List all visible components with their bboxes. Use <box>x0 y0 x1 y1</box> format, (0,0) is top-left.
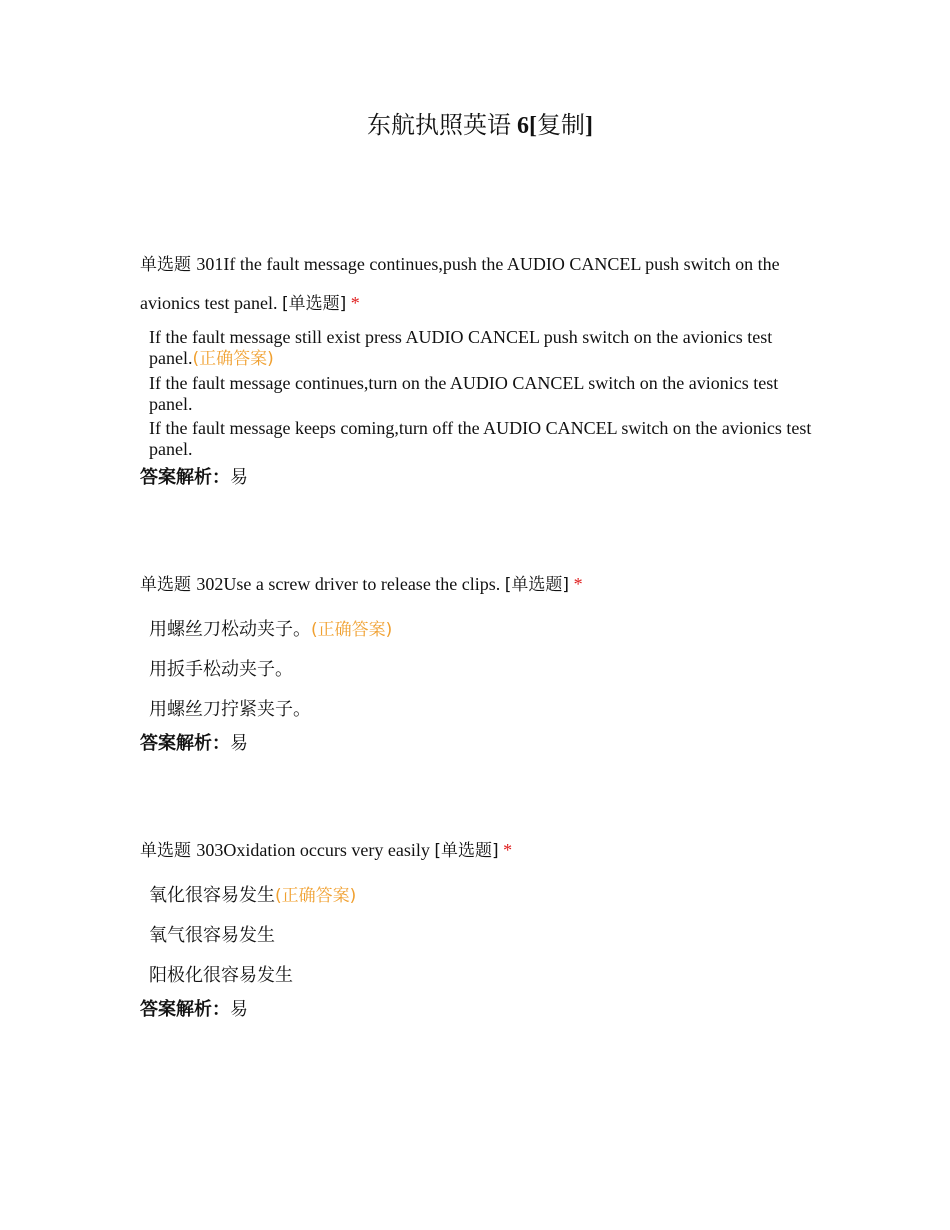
page-title <box>0 110 950 142</box>
required-star: * <box>569 574 583 594</box>
option-text: 用螺丝刀拧紧夹子。 <box>149 699 311 720</box>
option-text: 用扳手松动夹子。 <box>149 659 293 680</box>
question-text: 301If the fault message continues,push the AUDIO CANCEL push switch on the avionics test panel. <box>140 254 780 313</box>
option-b[interactable] <box>149 373 820 415</box>
question-stem <box>140 245 820 323</box>
question-prefix: 单选题 <box>140 575 197 595</box>
option-a[interactable] <box>149 610 820 650</box>
title-number: 6[ <box>517 113 537 139</box>
analysis-value: 易 <box>230 733 248 754</box>
title-copy: 复制 <box>537 113 585 139</box>
option-c[interactable] <box>149 956 820 996</box>
analysis-value: 易 <box>230 999 248 1020</box>
question-type-tag: [单选题] <box>434 841 499 861</box>
question-type-tag: [单选题] <box>504 575 570 595</box>
option-list <box>140 327 820 460</box>
option-text: If the fault message still exist press AUDIO CANCEL push switch on the avionics test panel. <box>149 327 773 368</box>
correct-answer-mark: (正确答案) <box>311 620 393 640</box>
title-end: ] <box>585 113 593 139</box>
question-text: 302Use a screw driver to release the clips. <box>196 574 505 594</box>
option-list <box>140 876 820 996</box>
option-c[interactable] <box>149 418 820 460</box>
answer-analysis <box>140 730 820 758</box>
answer-analysis <box>140 996 820 1024</box>
option-text: 用螺丝刀松动夹子。 <box>149 619 311 640</box>
option-c[interactable] <box>149 690 820 730</box>
option-a[interactable] <box>149 327 820 370</box>
question-prefix: 单选题 <box>140 255 197 275</box>
question-type-tag: [单选题] <box>281 294 347 314</box>
analysis-label: 答案解析： <box>140 999 230 1020</box>
option-text: If the fault message keeps coming,turn off the AUDIO CANCEL switch on the avionics test panel. <box>149 418 812 459</box>
answer-analysis <box>140 464 820 492</box>
required-star: * <box>498 840 513 860</box>
option-a[interactable] <box>149 876 820 916</box>
correct-answer-mark: (正确答案) <box>275 886 357 906</box>
question-stem <box>140 831 820 870</box>
question-stem <box>140 565 820 604</box>
option-text: 氧气很容易发生 <box>149 925 275 946</box>
question-text: 303Oxidation occurs very easily <box>196 840 435 860</box>
question-301 <box>140 245 820 492</box>
analysis-value: 易 <box>230 467 248 488</box>
option-b[interactable] <box>149 650 820 690</box>
option-list <box>140 610 820 730</box>
analysis-label: 答案解析： <box>140 733 230 754</box>
correct-answer-mark: (正确答案) <box>192 349 274 369</box>
question-303 <box>140 831 820 1024</box>
option-text: 氧化很容易发生 <box>149 885 275 906</box>
option-text: If the fault message continues,turn on the AUDIO CANCEL switch on the avionics test panel. <box>149 373 779 414</box>
analysis-label: 答案解析： <box>140 467 230 488</box>
question-prefix: 单选题 <box>140 841 197 861</box>
title-cn: 东航执照英语 <box>367 113 517 139</box>
required-star: * <box>346 293 360 313</box>
option-text: 阳极化很容易发生 <box>149 965 293 986</box>
option-b[interactable] <box>149 916 820 956</box>
question-302 <box>140 565 820 758</box>
